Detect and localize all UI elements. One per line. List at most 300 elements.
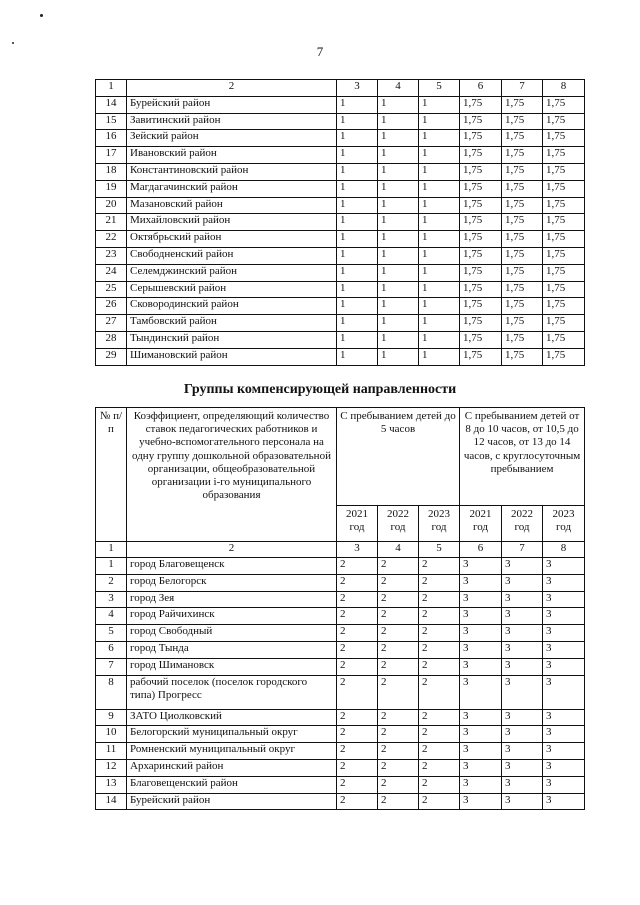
value-cell: 1,75 [543, 130, 585, 147]
value-cell: 2 [378, 709, 419, 726]
row-number-cell: 18 [96, 163, 127, 180]
value-cell: 3 [502, 574, 543, 591]
value-cell: 2 [419, 658, 460, 675]
table-header-row [96, 408, 585, 506]
table-row [96, 726, 585, 743]
value-cell: 1,75 [543, 264, 585, 281]
value-cell: 2 [378, 558, 419, 575]
table-row [96, 147, 585, 164]
municipality-cell: Константиновский район [127, 163, 337, 180]
value-cell: 1,75 [543, 281, 585, 298]
municipality-cell: город Благовещенск [127, 558, 337, 575]
table-row [96, 675, 585, 709]
value-cell: 1 [419, 231, 460, 248]
value-cell: 3 [502, 726, 543, 743]
value-cell: 1 [378, 281, 419, 298]
value-cell: 3 [460, 675, 502, 709]
value-cell: 3 [502, 641, 543, 658]
value-cell: 1 [378, 180, 419, 197]
value-cell: 1 [378, 231, 419, 248]
value-cell: 3 [460, 793, 502, 810]
value-cell: 2 [419, 675, 460, 709]
value-cell: 1 [337, 180, 378, 197]
table-row [96, 658, 585, 675]
value-cell: 3 [460, 776, 502, 793]
value-cell: 2 [419, 558, 460, 575]
value-cell: 2 [337, 574, 378, 591]
year-header: 2022 год [378, 506, 419, 542]
row-number-cell: 2 [96, 574, 127, 591]
column-number: 6 [460, 542, 502, 558]
value-cell: 1,75 [502, 247, 543, 264]
value-cell: 2 [337, 776, 378, 793]
value-cell: 1,75 [502, 147, 543, 164]
value-cell: 1,75 [543, 113, 585, 130]
municipality-cell: Сковородинский район [127, 298, 337, 315]
header-group-long-stay: С пребыванием детей от 8 до 10 часов, от 10,5 до 12 часов, от 13 до 14 часов, с круглосуточным пребыванием [460, 408, 585, 506]
value-cell: 1 [378, 147, 419, 164]
value-cell: 1 [378, 130, 419, 147]
value-cell: 2 [419, 591, 460, 608]
value-cell: 3 [543, 776, 585, 793]
table-row [96, 264, 585, 281]
value-cell: 3 [460, 558, 502, 575]
value-cell: 1 [337, 147, 378, 164]
value-cell: 3 [543, 608, 585, 625]
page-number: 7 [316, 44, 324, 59]
value-cell: 1 [337, 197, 378, 214]
value-cell: 1,75 [460, 264, 502, 281]
value-cell: 1,75 [460, 298, 502, 315]
municipality-cell: ЗАТО Циолковский [127, 709, 337, 726]
value-cell: 1 [378, 113, 419, 130]
value-cell: 2 [337, 793, 378, 810]
value-cell: 1,75 [460, 130, 502, 147]
table-row [96, 641, 585, 658]
row-number-cell: 14 [96, 793, 127, 810]
municipality-cell: Бурейский район [127, 96, 337, 113]
value-cell: 3 [543, 709, 585, 726]
value-cell: 1,75 [460, 180, 502, 197]
value-cell: 2 [419, 759, 460, 776]
row-number-cell: 11 [96, 743, 127, 760]
row-number-cell: 7 [96, 658, 127, 675]
value-cell: 3 [543, 641, 585, 658]
value-cell: 1,75 [543, 348, 585, 365]
row-number-cell: 10 [96, 726, 127, 743]
row-number-cell: 1 [96, 558, 127, 575]
value-cell: 2 [378, 675, 419, 709]
value-cell: 1,75 [460, 281, 502, 298]
value-cell: 1,75 [460, 231, 502, 248]
municipality-cell: Благовещенский район [127, 776, 337, 793]
value-cell: 2 [419, 726, 460, 743]
value-cell: 1 [337, 348, 378, 365]
table-row [96, 348, 585, 365]
value-cell: 1 [337, 96, 378, 113]
table-row [96, 214, 585, 231]
year-header: 2023 год [419, 506, 460, 542]
municipality-cell: город Райчихинск [127, 608, 337, 625]
column-number: 8 [543, 80, 585, 97]
value-cell: 3 [502, 709, 543, 726]
value-cell: 1,75 [502, 130, 543, 147]
row-number-cell: 9 [96, 709, 127, 726]
row-number-cell: 3 [96, 591, 127, 608]
column-number: 2 [127, 80, 337, 97]
municipality-cell: Ромненский муниципальный округ [127, 743, 337, 760]
value-cell: 2 [337, 591, 378, 608]
value-cell: 3 [543, 793, 585, 810]
value-cell: 1,75 [543, 180, 585, 197]
value-cell: 3 [502, 793, 543, 810]
row-number-cell: 15 [96, 113, 127, 130]
value-cell: 1 [337, 331, 378, 348]
municipality-cell: Михайловский район [127, 214, 337, 231]
value-cell: 1,75 [543, 147, 585, 164]
value-cell: 2 [378, 759, 419, 776]
value-cell: 1 [378, 214, 419, 231]
column-number-row [96, 542, 585, 558]
value-cell: 3 [543, 558, 585, 575]
value-cell: 1,75 [543, 96, 585, 113]
table-row [96, 96, 585, 113]
value-cell: 2 [337, 743, 378, 760]
value-cell: 2 [378, 776, 419, 793]
municipality-cell: Архаринский район [127, 759, 337, 776]
row-number-cell: 28 [96, 331, 127, 348]
value-cell: 3 [460, 709, 502, 726]
value-cell: 1,75 [502, 197, 543, 214]
value-cell: 1,75 [543, 214, 585, 231]
table-row [96, 608, 585, 625]
row-number-cell: 4 [96, 608, 127, 625]
value-cell: 1 [337, 281, 378, 298]
value-cell: 3 [460, 759, 502, 776]
municipality-cell: город Шимановск [127, 658, 337, 675]
table-row [96, 315, 585, 332]
value-cell: 3 [543, 675, 585, 709]
municipality-cell: Тындинский район [127, 331, 337, 348]
value-cell: 1 [419, 264, 460, 281]
table-row [96, 625, 585, 642]
row-number-cell: 23 [96, 247, 127, 264]
table-row [96, 298, 585, 315]
column-number: 4 [378, 80, 419, 97]
value-cell: 1,75 [502, 180, 543, 197]
value-cell: 2 [378, 726, 419, 743]
value-cell: 1,75 [543, 315, 585, 332]
municipality-cell: Бурейский район [127, 793, 337, 810]
column-number: 1 [96, 542, 127, 558]
value-cell: 1,75 [502, 298, 543, 315]
value-cell: 1 [419, 298, 460, 315]
municipality-cell: Завитинский район [127, 113, 337, 130]
municipality-cell: город Зея [127, 591, 337, 608]
value-cell: 1,75 [543, 197, 585, 214]
value-cell: 3 [502, 625, 543, 642]
column-number: 8 [543, 542, 585, 558]
value-cell: 3 [543, 591, 585, 608]
value-cell: 3 [460, 726, 502, 743]
row-number-cell: 19 [96, 180, 127, 197]
value-cell: 2 [337, 558, 378, 575]
value-cell: 3 [543, 625, 585, 642]
value-cell: 2 [419, 574, 460, 591]
value-cell: 1 [378, 247, 419, 264]
table-row [96, 331, 585, 348]
value-cell: 1 [337, 231, 378, 248]
table-row [96, 591, 585, 608]
value-cell: 1,75 [543, 298, 585, 315]
value-cell: 1 [419, 214, 460, 231]
section-title: Группы компенсирующей направленности [183, 382, 457, 397]
municipality-cell: Серышевский район [127, 281, 337, 298]
value-cell: 3 [502, 776, 543, 793]
value-cell: 2 [337, 675, 378, 709]
row-number-cell: 22 [96, 231, 127, 248]
value-cell: 2 [419, 743, 460, 760]
value-cell: 1 [419, 113, 460, 130]
value-cell: 2 [419, 625, 460, 642]
value-cell: 1,75 [502, 264, 543, 281]
value-cell: 2 [337, 759, 378, 776]
value-cell: 3 [502, 591, 543, 608]
value-cell: 2 [337, 625, 378, 642]
value-cell: 1 [337, 315, 378, 332]
value-cell: 1,75 [460, 163, 502, 180]
table-row [96, 281, 585, 298]
value-cell: 1,75 [502, 214, 543, 231]
table-row [96, 558, 585, 575]
value-cell: 1,75 [502, 348, 543, 365]
value-cell: 1 [337, 130, 378, 147]
value-cell: 3 [502, 558, 543, 575]
row-number-cell: 8 [96, 675, 127, 709]
value-cell: 2 [419, 776, 460, 793]
column-number: 2 [127, 542, 337, 558]
header-coefficient: Коэффициент, определяющий количество ставок педагогических работников и учебно-вспомогательного персонала на одну группу дошкольной образовательной организации, общеобразовательной организации i-го муниципального образования [127, 408, 337, 542]
municipality-cell: Белогорский муниципальный округ [127, 726, 337, 743]
year-header: 2023 год [543, 506, 585, 542]
table-row [96, 130, 585, 147]
table-row [96, 709, 585, 726]
municipality-cell: город Белогорск [127, 574, 337, 591]
value-cell: 3 [543, 726, 585, 743]
value-cell: 1,75 [502, 231, 543, 248]
value-cell: 1 [419, 247, 460, 264]
value-cell: 1,75 [543, 331, 585, 348]
municipality-cell: Селемджинский район [127, 264, 337, 281]
table-row [96, 743, 585, 760]
row-number-cell: 24 [96, 264, 127, 281]
row-number-cell: 14 [96, 96, 127, 113]
value-cell: 1,75 [460, 315, 502, 332]
table-row [96, 180, 585, 197]
column-number: 5 [419, 80, 460, 97]
value-cell: 3 [460, 608, 502, 625]
value-cell: 1,75 [460, 113, 502, 130]
value-cell: 3 [460, 625, 502, 642]
row-number-cell: 13 [96, 776, 127, 793]
table-row [96, 759, 585, 776]
row-number-cell: 16 [96, 130, 127, 147]
value-cell: 1 [337, 264, 378, 281]
value-cell: 1,75 [502, 331, 543, 348]
value-cell: 2 [378, 641, 419, 658]
value-cell: 1 [378, 298, 419, 315]
value-cell: 1 [378, 315, 419, 332]
municipality-cell: Свободненский район [127, 247, 337, 264]
value-cell: 1 [419, 180, 460, 197]
value-cell: 3 [502, 658, 543, 675]
value-cell: 1 [419, 163, 460, 180]
value-cell: 2 [419, 608, 460, 625]
column-number: 5 [419, 542, 460, 558]
value-cell: 1 [337, 113, 378, 130]
row-number-cell: 20 [96, 197, 127, 214]
header-number: № п/п [96, 408, 127, 542]
value-cell: 3 [460, 658, 502, 675]
districts-table-continued [95, 79, 585, 366]
value-cell: 1,75 [543, 247, 585, 264]
municipality-cell: город Свободный [127, 625, 337, 642]
value-cell: 1 [419, 96, 460, 113]
column-number: 7 [502, 542, 543, 558]
column-number: 3 [337, 542, 378, 558]
table-row [96, 113, 585, 130]
value-cell: 1,75 [460, 214, 502, 231]
year-header: 2021 год [337, 506, 378, 542]
value-cell: 2 [337, 641, 378, 658]
value-cell: 1,75 [460, 331, 502, 348]
row-number-cell: 27 [96, 315, 127, 332]
value-cell: 1 [419, 130, 460, 147]
value-cell: 1,75 [460, 197, 502, 214]
value-cell: 2 [378, 591, 419, 608]
row-number-cell: 25 [96, 281, 127, 298]
value-cell: 1 [337, 214, 378, 231]
value-cell: 3 [543, 743, 585, 760]
value-cell: 1 [378, 264, 419, 281]
value-cell: 1 [378, 163, 419, 180]
value-cell: 3 [543, 658, 585, 675]
table-row [96, 197, 585, 214]
value-cell: 2 [337, 608, 378, 625]
year-header: 2021 год [460, 506, 502, 542]
value-cell: 2 [378, 743, 419, 760]
value-cell: 1 [378, 331, 419, 348]
row-number-cell: 21 [96, 214, 127, 231]
table-row [96, 247, 585, 264]
value-cell: 3 [543, 759, 585, 776]
table-row [96, 793, 585, 810]
value-cell: 1,75 [502, 315, 543, 332]
value-cell: 2 [378, 574, 419, 591]
row-number-cell: 29 [96, 348, 127, 365]
value-cell: 1,75 [502, 96, 543, 113]
municipality-cell: рабочий поселок (поселок городского типа) Прогресс [127, 675, 337, 709]
value-cell: 1 [378, 348, 419, 365]
table-header-row [96, 80, 585, 97]
column-number: 4 [378, 542, 419, 558]
column-number: 3 [337, 80, 378, 97]
year-header: 2022 год [502, 506, 543, 542]
value-cell: 2 [337, 709, 378, 726]
value-cell: 3 [502, 675, 543, 709]
value-cell: 3 [460, 743, 502, 760]
compensatory-groups-table [95, 407, 585, 810]
value-cell: 3 [502, 608, 543, 625]
value-cell: 1,75 [460, 96, 502, 113]
value-cell: 2 [378, 793, 419, 810]
municipality-cell: Октябрьский район [127, 231, 337, 248]
scan-speck [40, 14, 43, 17]
value-cell: 1,75 [502, 113, 543, 130]
row-number-cell: 5 [96, 625, 127, 642]
row-number-cell: 26 [96, 298, 127, 315]
value-cell: 2 [419, 709, 460, 726]
value-cell: 3 [460, 641, 502, 658]
row-number-cell: 12 [96, 759, 127, 776]
value-cell: 1 [419, 331, 460, 348]
value-cell: 2 [337, 726, 378, 743]
value-cell: 3 [502, 743, 543, 760]
municipality-cell: Зейский район [127, 130, 337, 147]
table-row [96, 231, 585, 248]
value-cell: 3 [460, 574, 502, 591]
value-cell: 1 [419, 197, 460, 214]
value-cell: 2 [337, 658, 378, 675]
municipality-cell: Мазановский район [127, 197, 337, 214]
municipality-cell: Магдагачинский район [127, 180, 337, 197]
value-cell: 1 [419, 281, 460, 298]
column-number: 1 [96, 80, 127, 97]
column-number: 7 [502, 80, 543, 97]
value-cell: 2 [378, 608, 419, 625]
municipality-cell: Ивановский район [127, 147, 337, 164]
value-cell: 1 [419, 315, 460, 332]
value-cell: 1 [419, 147, 460, 164]
municipality-cell: Тамбовский район [127, 315, 337, 332]
value-cell: 1 [337, 163, 378, 180]
value-cell: 3 [502, 759, 543, 776]
row-number-cell: 6 [96, 641, 127, 658]
value-cell: 1,75 [460, 348, 502, 365]
value-cell: 2 [419, 793, 460, 810]
value-cell: 2 [378, 658, 419, 675]
value-cell: 1,75 [502, 281, 543, 298]
header-group-short-stay: С пребыванием детей до 5 часов [337, 408, 460, 506]
value-cell: 1,75 [502, 163, 543, 180]
value-cell: 2 [419, 641, 460, 658]
table-row [96, 574, 585, 591]
value-cell: 3 [460, 591, 502, 608]
value-cell: 1 [337, 298, 378, 315]
value-cell: 1 [419, 348, 460, 365]
value-cell: 1 [378, 197, 419, 214]
table-row [96, 776, 585, 793]
value-cell: 1,75 [543, 231, 585, 248]
value-cell: 1 [337, 247, 378, 264]
value-cell: 1 [378, 96, 419, 113]
column-number: 6 [460, 80, 502, 97]
value-cell: 1,75 [460, 147, 502, 164]
value-cell: 1,75 [460, 247, 502, 264]
value-cell: 3 [543, 574, 585, 591]
table-row [96, 163, 585, 180]
value-cell: 1,75 [543, 163, 585, 180]
